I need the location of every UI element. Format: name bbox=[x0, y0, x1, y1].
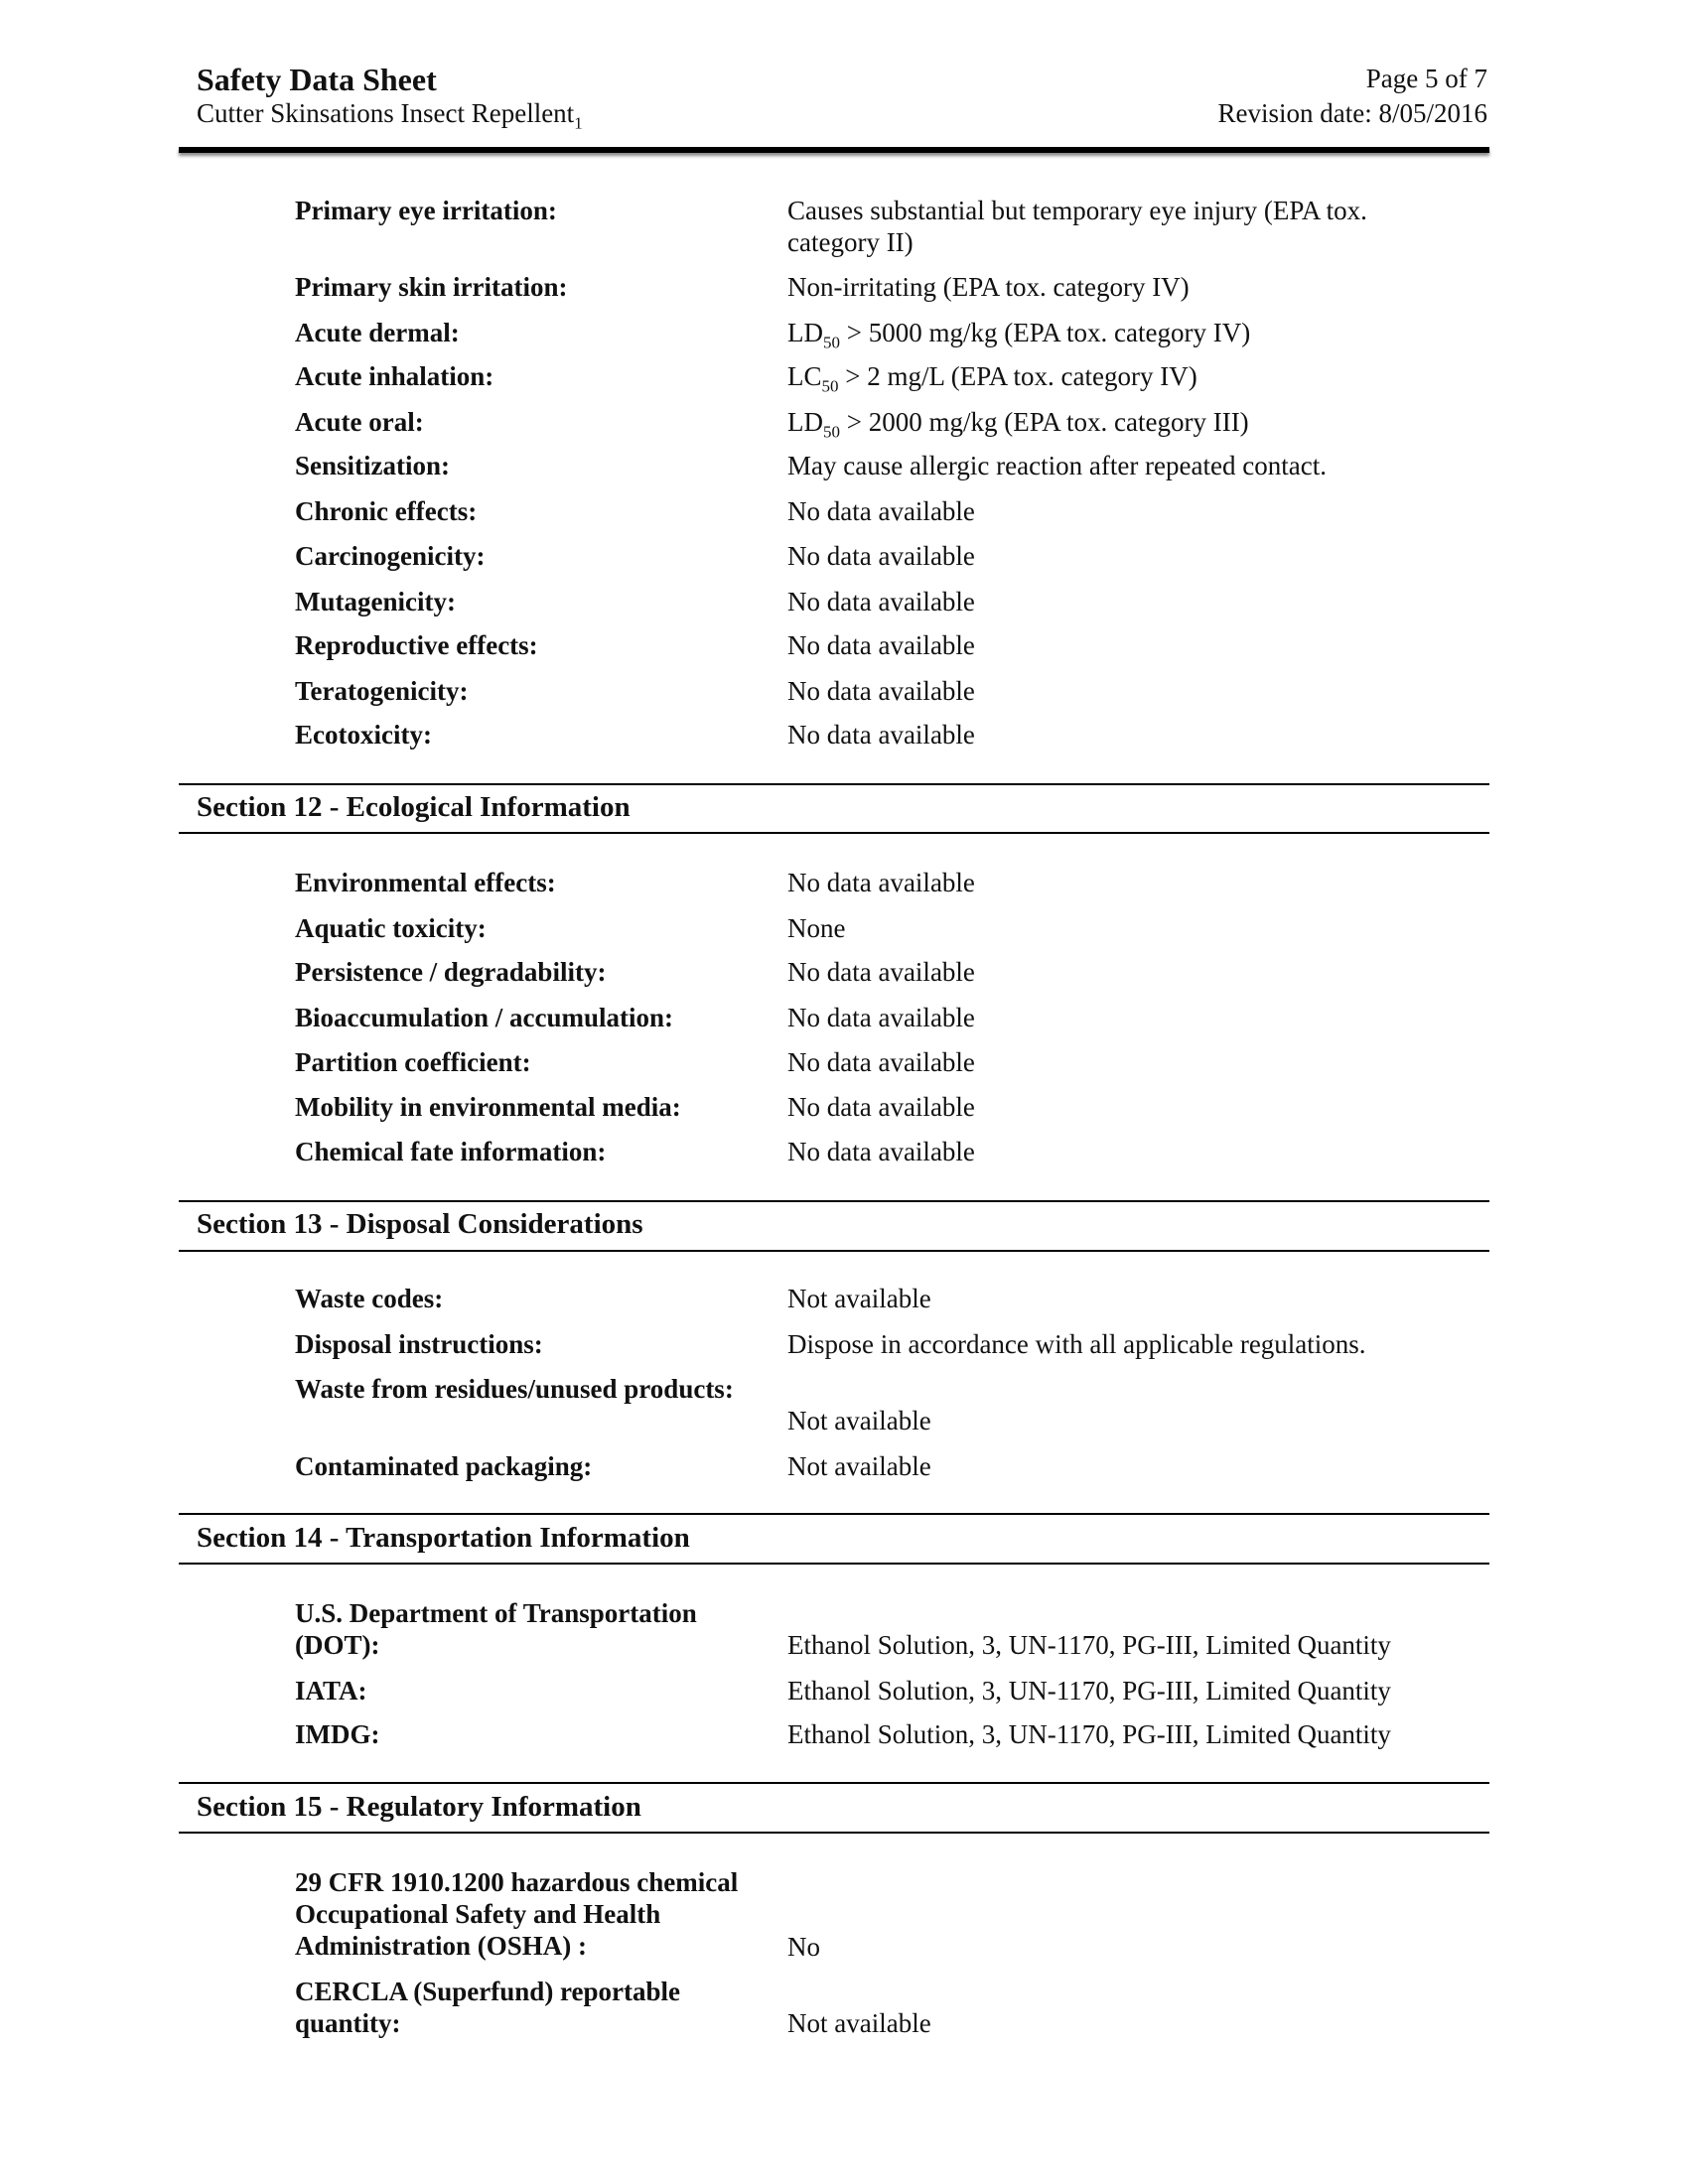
section-heading: Section 15 - Regulatory Information bbox=[197, 1791, 641, 1823]
field-label: Aquatic toxicity: bbox=[295, 913, 487, 943]
field-label: Ecotoxicity: bbox=[295, 720, 432, 750]
product-name bbox=[197, 98, 583, 133]
field-label: IATA: bbox=[295, 1676, 367, 1706]
field-value: No data available bbox=[787, 1092, 975, 1122]
product-footnote: 1 bbox=[574, 113, 583, 133]
section-heading: Section 14 - Transportation Information bbox=[197, 1522, 690, 1554]
section-divider bbox=[179, 783, 1489, 785]
page-number: Page 5 of 7 bbox=[1365, 64, 1487, 93]
field-label: Waste codes: bbox=[295, 1284, 444, 1313]
field-value: No data available bbox=[787, 720, 975, 750]
value-subscript: 50 bbox=[821, 376, 839, 396]
field-value: Ethanol Solution, 3, UN-1170, PG-III, Limited Quantity bbox=[787, 1719, 1391, 1749]
field-label: Carcinogenicity: bbox=[295, 541, 486, 571]
section-heading: Section 12 - Ecological Information bbox=[197, 791, 631, 823]
field-value bbox=[787, 360, 1463, 402]
field-value: Ethanol Solution, 3, UN-1170, PG-III, Limited Quantity bbox=[787, 1630, 1391, 1660]
field-value: No data available bbox=[787, 496, 975, 526]
field-value: No data available bbox=[787, 1137, 975, 1166]
field-value: No data available bbox=[787, 630, 975, 660]
product-text: Cutter Skinsations Insect Repellent bbox=[197, 98, 575, 128]
field-value bbox=[787, 406, 1463, 448]
section-divider bbox=[179, 1513, 1489, 1515]
field-value: Causes substantial but temporary eye injury (EPA tox. category II) bbox=[787, 196, 1367, 257]
field-label: Chronic effects: bbox=[295, 496, 478, 526]
field-label: Acute inhalation: bbox=[295, 361, 494, 391]
field-value: No data available bbox=[787, 676, 975, 706]
field-label: Reproductive effects: bbox=[295, 630, 538, 660]
field-label: Mutagenicity: bbox=[295, 587, 456, 616]
section-divider bbox=[179, 832, 1489, 834]
section-heading: Section 13 - Disposal Considerations bbox=[197, 1208, 643, 1240]
field-value: Ethanol Solution, 3, UN-1170, PG-III, Limited Quantity bbox=[787, 1676, 1391, 1706]
value-prefix: LC bbox=[787, 361, 822, 391]
field-label: U.S. Department of Transportation (DOT): bbox=[295, 1598, 697, 1660]
revision-date: Revision date: 8/05/2016 bbox=[1217, 98, 1487, 128]
field-label: Disposal instructions: bbox=[295, 1329, 543, 1359]
value-subscript: 50 bbox=[823, 422, 840, 442]
value-prefix: LD bbox=[787, 318, 823, 347]
field-label: Mobility in environmental media: bbox=[295, 1092, 681, 1122]
field-value: No data available bbox=[787, 868, 975, 897]
section-divider bbox=[179, 1782, 1489, 1784]
value-text: > 5000 mg/kg (EPA tox. category IV) bbox=[840, 318, 1251, 347]
field-label: Teratogenicity: bbox=[295, 676, 469, 706]
field-label: Primary eye irritation: bbox=[295, 196, 557, 225]
field-value: No data available bbox=[787, 587, 975, 616]
field-value: Non-irritating (EPA tox. category IV) bbox=[787, 272, 1190, 302]
field-value: May cause allergic reaction after repeated contact. bbox=[787, 451, 1327, 480]
field-label: Acute dermal: bbox=[295, 318, 460, 347]
field-value: Not available bbox=[787, 1406, 931, 1435]
field-value: No data available bbox=[787, 957, 975, 987]
field-value: No data available bbox=[787, 1003, 975, 1032]
section-divider bbox=[179, 1200, 1489, 1202]
field-value: Dispose in accordance with all applicable regulations. bbox=[787, 1329, 1366, 1359]
value-prefix: LD bbox=[787, 407, 823, 437]
field-label: Acute oral: bbox=[295, 407, 424, 437]
field-value: No data available bbox=[787, 1047, 975, 1077]
field-value: No bbox=[787, 1932, 820, 1962]
section-divider bbox=[179, 1250, 1489, 1252]
value-subscript: 50 bbox=[823, 333, 840, 352]
field-label: IMDG: bbox=[295, 1719, 380, 1749]
field-value: Not available bbox=[787, 2008, 931, 2038]
field-label: Environmental effects: bbox=[295, 868, 556, 897]
field-value bbox=[787, 317, 1463, 358]
field-value: None bbox=[787, 913, 846, 943]
field-label: CERCLA (Superfund) reportable quantity: bbox=[295, 1977, 681, 2038]
field-label: Waste from residues/unused products: bbox=[295, 1374, 734, 1404]
field-label: Persistence / degradability: bbox=[295, 957, 607, 987]
field-label: Partition coefficient: bbox=[295, 1047, 531, 1077]
section-divider bbox=[179, 1832, 1489, 1834]
field-label: Bioaccumulation / accumulation: bbox=[295, 1003, 674, 1032]
field-label: Primary skin irritation: bbox=[295, 272, 568, 302]
field-value: No data available bbox=[787, 541, 975, 571]
header-rule bbox=[179, 147, 1489, 153]
field-value: Not available bbox=[787, 1284, 931, 1313]
field-label: Chemical fate information: bbox=[295, 1137, 607, 1166]
value-text: > 2000 mg/kg (EPA tox. category III) bbox=[840, 407, 1249, 437]
section-divider bbox=[179, 1563, 1489, 1565]
field-label: 29 CFR 1910.1200 hazardous chemical Occupational Safety and Health Administration (OSHA) : bbox=[295, 1867, 739, 1961]
value-text: > 2 mg/L (EPA tox. category IV) bbox=[838, 361, 1197, 391]
field-label: Sensitization: bbox=[295, 451, 451, 480]
document-title: Safety Data Sheet bbox=[197, 62, 437, 97]
field-value: Not available bbox=[787, 1451, 931, 1481]
field-label: Contaminated packaging: bbox=[295, 1451, 593, 1481]
